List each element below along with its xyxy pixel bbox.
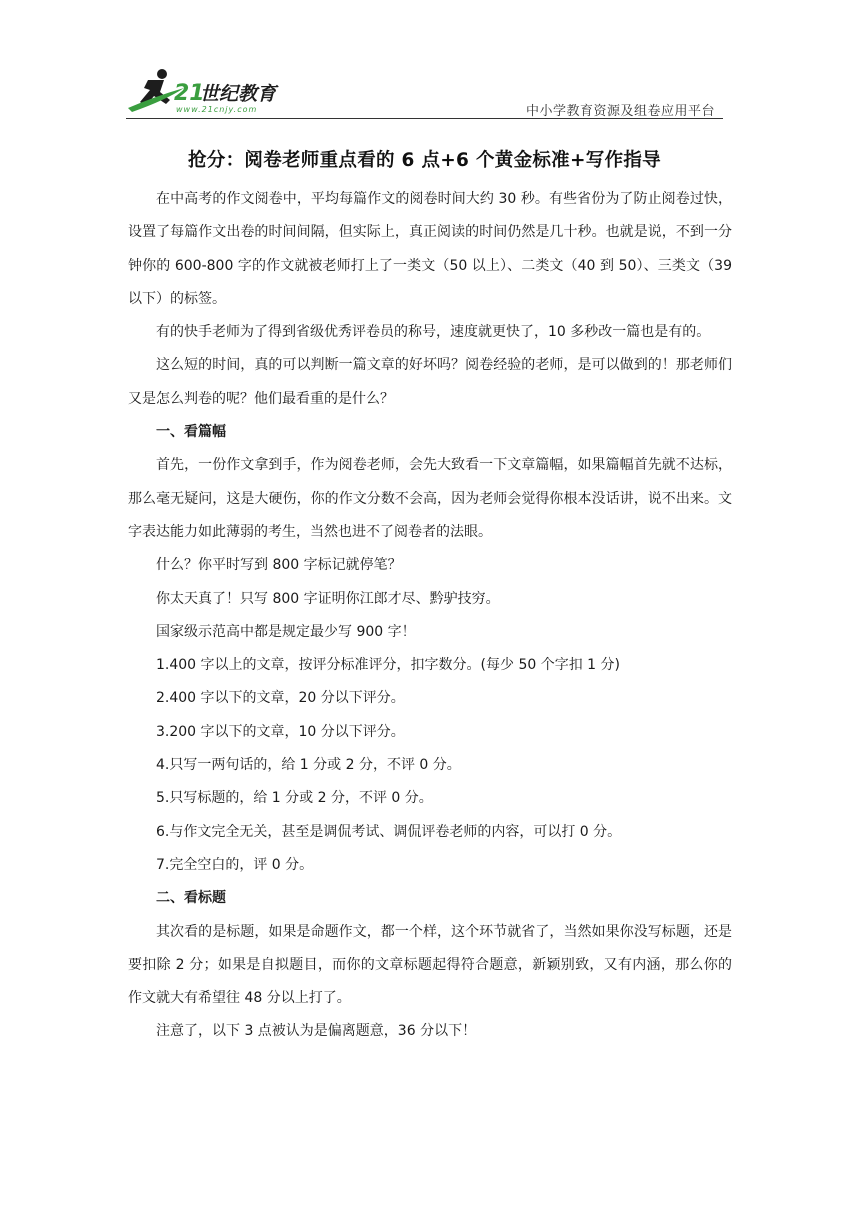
- site-logo: [126, 66, 296, 114]
- rule-item-1: 1.400 字以上的文章，按评分标准评分，扣字数分。(每少 50 个字扣 1 分): [156, 657, 620, 674]
- paragraph-intro: 在中高考的作文阅卷中，平均每篇作文的阅卷时间大约 30 秒。有些省份为了防止阅卷过快，设置了每篇作文出卷的时间间隔，但实际上，真正阅读的时间仍然是几十秒。也就是说，不到一分钟你的 600-800 字的作文就被老师打上了一类文（50 以上）、二类文（40 到 50）、三类文（39 以下）的标签。: [128, 191, 732, 307]
- page-header: [126, 66, 723, 118]
- svg-text:世纪教育: 世纪教育: [200, 83, 277, 105]
- paragraph-900-rule: 国家级示范高中都是规定最少写 900 字！: [156, 623, 416, 640]
- svg-text:www.21cnjy.com: www.21cnjy.com: [176, 105, 258, 114]
- paragraph-off-topic: 注意了，以下 3 点被认为是偏离题意，36 分以下！: [156, 1023, 477, 1040]
- svg-text:21: 21: [174, 81, 205, 106]
- paragraph-title: 其次看的是标题，如果是命题作文，都一个样，这个环节就省了，当然如果你没写标题，还是要扣除 2 分；如果是自拟题目，而你的文章标题起得符合题意，新颖别致，又有内涵，那么你的作文就大有希望往 48 分以上打了。: [128, 923, 732, 1007]
- rule-item-5: 5.只写标题的，给 1 分或 2 分，不评 0 分。: [156, 790, 433, 807]
- header-rule: [126, 118, 723, 119]
- rule-item-3: 3.200 字以下的文章，10 分以下评分。: [156, 723, 405, 740]
- rule-item-4: 4.只写一两句话的，给 1 分或 2 分，不评 0 分。: [156, 757, 461, 774]
- paragraph-fast-graders: 有的快手老师为了得到省级优秀评卷员的称号，速度就更快了，10 多秒改一篇也是有的。: [156, 324, 711, 341]
- section-heading-length: 一、看篇幅: [156, 424, 226, 441]
- rule-item-2: 2.400 字以下的文章，20 分以下评分。: [156, 690, 405, 707]
- paragraph-800-question: 什么？你平时写到 800 字标记就停笔？: [156, 557, 402, 574]
- document-body: [128, 183, 732, 1049]
- section-heading-title: 二、看标题: [156, 890, 226, 907]
- document-title: 抢分：阅卷老师重点看的 6 点+6 个黄金标准+写作指导: [188, 150, 661, 171]
- paragraph-length: 首先，一份作文拿到手，作为阅卷老师，会先大致看一下文章篇幅，如果篇幅首先就不达标，那么毫无疑问，这是大硬伤，你的作文分数不会高，因为老师会觉得你根本没话讲，说不出来。文字表达能力如此薄弱的考生，当然也进不了阅卷者的法眼。: [128, 457, 732, 540]
- paragraph-question: 这么短的时间，真的可以判断一篇文章的好坏吗？阅卷经验的老师，是可以做到的！那老师们又是怎么判卷的呢？他们最看重的是什么？: [128, 357, 732, 407]
- rule-item-7: 7.完全空白的，评 0 分。: [156, 856, 314, 873]
- paragraph-800-answer: 你太天真了！只写 800 字证明你江郎才尽、黔驴技穷。: [156, 590, 500, 607]
- platform-tagline: 中小学教育资源及组卷应用平台: [525, 104, 715, 119]
- rule-item-6: 6.与作文完全无关，甚至是调侃考试、调侃评卷老师的内容，可以打 0 分。: [156, 823, 622, 840]
